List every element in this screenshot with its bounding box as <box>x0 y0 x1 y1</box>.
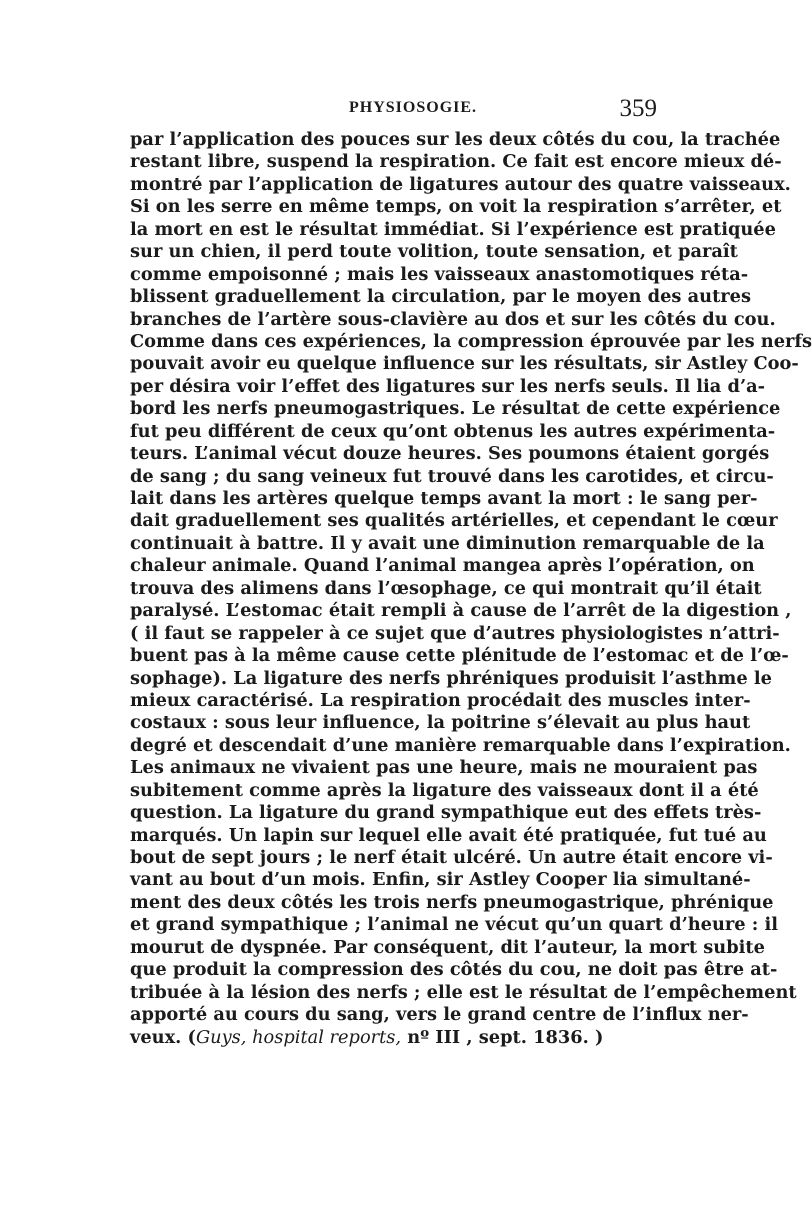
text-line: chaleur animale. Quand l’animal mangea après l’opération, on <box>130 555 755 577</box>
text-line: teurs. L’animal vécut douze heures. Ses poumons étaient gorgés <box>130 443 770 465</box>
text-line: et grand sympathique ; l’animal ne vécut qu’un quart d’heure : il <box>130 914 779 936</box>
text-line: vant au bout d’un mois. Enfin, sir Astley Cooper lia simultané- <box>130 869 751 891</box>
text-line: restant libre, suspend la respiration. Ce fait est encore mieux dé- <box>130 151 782 173</box>
text-line: dait graduellement ses qualités artérielles, et cependant le cœur <box>130 510 778 532</box>
text-line: bord les nerfs pneumogastriques. Le résultat de cette expérience <box>130 398 781 420</box>
page-number: 359 <box>619 95 657 122</box>
text-line: per désira voir l’effet des ligatures sur les nerfs seuls. Il lia d’a- <box>130 375 766 397</box>
text-line: ( il faut se rappeler à ce sujet que d’autres physiologistes n’attri- <box>130 622 780 644</box>
text-line: costaux : sous leur influence, la poitrine s’élevait au plus haut <box>130 712 751 734</box>
text-line: marqués. Un lapin sur lequel elle avait été pratiquée, fut tué au <box>130 824 767 846</box>
text-line: bout de sept jours ; le nerf était ulcéré. Un autre était encore vi- <box>130 847 773 868</box>
running-title: PHYSIOSOGIE. <box>349 99 478 116</box>
citation-prefix: veux. ( <box>130 1026 196 1048</box>
text-line: lait dans les artères quelque temps avant la mort : le sang per- <box>130 488 758 509</box>
text-line: subitement comme après la ligature des vaisseaux dont il a été <box>130 779 759 801</box>
text-line: montré par l’application de ligatures autour des quatre vaisseaux. <box>130 173 791 195</box>
text-line: mourut de dyspnée. Par conséquent, dit l’auteur, la mort subite <box>130 936 765 958</box>
text-line: question. La ligature du grand sympathique eut des effets très- <box>130 802 762 824</box>
citation-source: Guys, hospital reports, <box>195 1026 402 1048</box>
text-line: tribuée à la lésion des nerfs ; elle est le résultat de l’empêchement <box>130 981 797 1003</box>
text-line: comme empoisonné ; mais les vaisseaux anastomotiques réta- <box>130 263 749 285</box>
citation-suffix: nº III , sept. 1836. ) <box>401 1026 604 1048</box>
text-line: Comme dans ces expériences, la compression éprouvée par les nerfs <box>130 330 812 352</box>
text-line: de sang ; du sang veineux fut trouvé dans les carotides, et circu- <box>130 465 774 487</box>
running-head <box>135 97 657 127</box>
text-line: continuait à battre. Il y avait une diminution remarquable de la <box>130 532 765 554</box>
text-line: pouvait avoir eu quelque influence sur les résultats, sir Astley Coo- <box>130 353 799 375</box>
text-line: que produit la compression des côtés du cou, ne doit pas être at- <box>130 959 778 981</box>
text-line: branches de l’artère sous-clavière au dos et sur les côtés du cou. <box>130 308 776 330</box>
body-paragraph <box>130 129 812 1049</box>
text-line: degré et descendait d’une manière remarquable dans l’expiration. <box>130 734 791 756</box>
text-line: la mort en est le résultat immédiat. Si l’expérience est pratiquée <box>130 218 776 240</box>
text-line: par l’application des pouces sur les deux côtés du cou, la trachée <box>130 129 781 150</box>
text-line: trouva des alimens dans l’œsophage, ce qui montrait qu’il était <box>130 577 762 599</box>
text-line: ment des deux côtés les trois nerfs pneumogastrique, phrénique <box>130 891 774 913</box>
text-line: fut peu différent de ceux qu’ont obtenus les autres expérimenta- <box>130 420 776 442</box>
text-line: sur un chien, il perd toute volition, toute sensation, et paraît <box>130 241 738 263</box>
citation-line <box>130 1027 670 1049</box>
text-line: blissent graduellement la circulation, par le moyen des autres <box>130 286 751 308</box>
text-line: paralysé. L’estomac était rempli à cause de l’arrêt de la digestion , <box>130 600 792 622</box>
text-line: apporté au cours du sang, vers le grand centre de l’influx ner- <box>130 1004 749 1026</box>
text-line: Les animaux ne vivaient pas une heure, mais ne mouraient pas <box>130 757 758 779</box>
text-line: Si on les serre en même temps, on voit la respiration s’arrêter, et <box>130 196 782 218</box>
text-line: mieux caractérisé. La respiration procédait des muscles inter- <box>130 689 751 711</box>
text-line: sophage). La ligature des nerfs phréniques produisit l’asthme le <box>130 667 772 689</box>
text-line: buent pas à la même cause cette plénitude de l’estomac et de l’œ- <box>130 645 789 667</box>
